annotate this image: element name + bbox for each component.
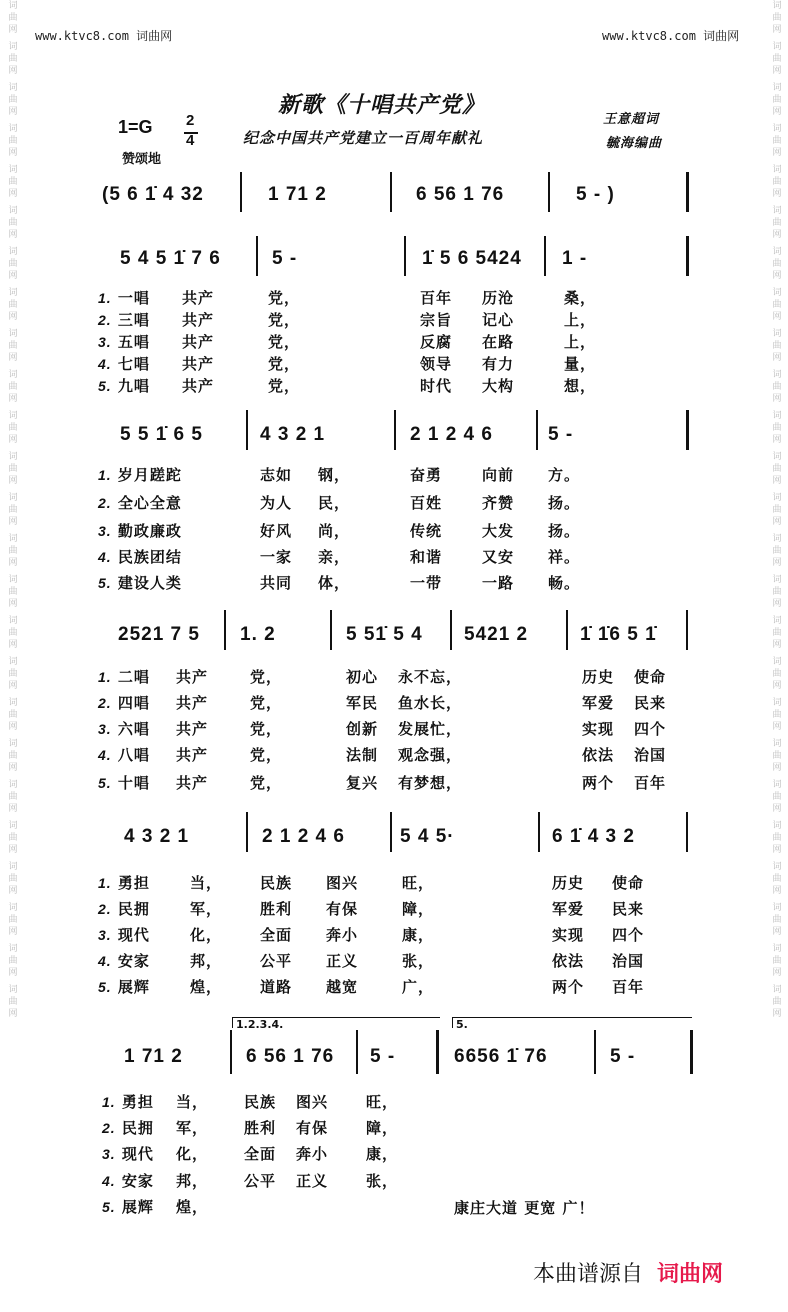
lyric-text: 共产 — [182, 311, 215, 329]
lyric-line: 4. 八唱 — [98, 746, 150, 764]
score-measure: 6656 1̇ 76 — [454, 1046, 548, 1067]
lyric-text: 奔小 — [326, 926, 359, 944]
site-url-right[interactable]: www.ktvc8.com 词曲网 — [602, 29, 740, 43]
lyric-line: 1. 勇担 — [98, 874, 150, 892]
song-subtitle: 纪念中国共产党建立一百周年献礼 — [243, 129, 484, 147]
barline — [566, 610, 568, 650]
barline — [686, 610, 688, 650]
lyric-text: 鱼水长， — [398, 694, 463, 712]
lyric-line: 5. 九唱 — [98, 377, 150, 395]
lyric-text: 治国 — [612, 952, 645, 970]
lyric-line: 1. 二唱 — [98, 668, 150, 686]
lyric-line: 3. 现代 — [102, 1145, 154, 1163]
side-watermark-left: 词曲网 词曲网 词曲网 词曲网 词曲网 词曲网 词曲网 词曲网 词曲网 词曲网 词曲网 词曲网 词曲网 词曲网 词曲网 词曲网 词曲网 词曲网 词曲网 词曲网 词曲网 词曲网 词曲网 词曲网 词曲网 — [8, 1, 18, 1019]
lyric-text: 共产 — [182, 289, 215, 307]
lyric-text: 张， — [402, 952, 435, 970]
lyric-text: 共产 — [182, 333, 215, 351]
barline — [548, 172, 550, 212]
lyric-text: 越宽 — [326, 978, 359, 996]
lyric-text: 一家 — [260, 548, 293, 566]
lyric-text: 和谐 — [410, 548, 443, 566]
score-measure: (5 6 1̇ 4 32 — [102, 184, 204, 205]
lyric-text: 党， — [268, 377, 301, 395]
lyric-text: 有保 — [326, 900, 359, 918]
lyric-text: 实现 — [582, 720, 615, 738]
barline — [330, 610, 332, 650]
barline — [390, 172, 392, 212]
lyric-text: 志如 — [260, 466, 293, 484]
lyric-line: 5. 十唱 — [98, 774, 150, 792]
lyric-text: 实现 — [552, 926, 585, 944]
song-title: 新歌《十唱共产党》 — [278, 92, 486, 118]
lyric-text: 军爱 — [582, 694, 615, 712]
lyric-text: 初心 — [346, 668, 379, 686]
lyric-text: 民来 — [634, 694, 667, 712]
lyric-text: 观念强， — [398, 746, 463, 764]
lyric-text: 使命 — [612, 874, 645, 892]
lyric-text: 图兴 — [296, 1093, 329, 1111]
barline — [390, 812, 392, 852]
score-measure: 5 - — [548, 424, 574, 445]
lyric-text: 民， — [318, 494, 351, 512]
lyric-text: 全面 — [260, 926, 293, 944]
lyric-text: 民族 — [260, 874, 293, 892]
lyric-text: 桑， — [564, 289, 597, 307]
barline — [230, 1030, 232, 1074]
side-watermark-right: 词曲网 词曲网 词曲网 词曲网 词曲网 词曲网 词曲网 词曲网 词曲网 词曲网 词曲网 词曲网 词曲网 词曲网 词曲网 词曲网 词曲网 词曲网 词曲网 词曲网 词曲网 词曲网 词曲网 词曲网 词曲网 — [772, 1, 782, 1019]
lyric-text: 又安 — [482, 548, 515, 566]
lyric-text: 时代 — [420, 377, 453, 395]
lyric-text: 广， — [402, 978, 435, 996]
lyric-text: 创新 — [346, 720, 379, 738]
barline — [544, 236, 546, 276]
score-measure: 5 51̇ 5 4 — [346, 624, 423, 645]
barline — [686, 812, 688, 852]
lyric-text: 大构 — [482, 377, 515, 395]
lyric-text: 上， — [564, 333, 597, 351]
barline — [594, 1030, 596, 1074]
lyric-line: 5. 展辉 — [102, 1198, 154, 1216]
lyric-text: 想， — [564, 377, 597, 395]
lyric-text: 百姓 — [410, 494, 443, 512]
lyric-text: 军， — [176, 1119, 209, 1137]
barline — [394, 410, 396, 450]
lyric-text: 依法 — [552, 952, 585, 970]
score-measure: 6 56 1 76 — [416, 184, 505, 205]
lyric-text: 共产 — [176, 668, 209, 686]
lyric-text: 共产 — [176, 720, 209, 738]
lyric-text: 百年 — [612, 978, 645, 996]
lyric-line: 1. 一唱 — [98, 289, 150, 307]
lyric-text: 两个 — [582, 774, 615, 792]
score-measure: 1. 2 — [240, 624, 276, 645]
lyric-text: 扬。 — [548, 494, 581, 512]
footer-source-label: 本曲谱源自 — [533, 1262, 644, 1287]
score-measure: 2521 7 5 — [118, 624, 200, 645]
barline — [404, 236, 406, 276]
lyric-text: 有保 — [296, 1119, 329, 1137]
lyric-text: 复兴 — [346, 774, 379, 792]
lyric-text: 党， — [250, 668, 283, 686]
lyric-text: 记心 — [482, 311, 515, 329]
barline — [246, 410, 248, 450]
barline — [686, 172, 689, 212]
lyric-line: 4. 民族团结 — [98, 548, 182, 566]
lyric-text: 图兴 — [326, 874, 359, 892]
lyric-text: 障， — [366, 1119, 399, 1137]
lyricist-credit: 王意超词 — [603, 112, 660, 127]
score-measure: 6 56 1 76 — [246, 1046, 335, 1067]
lyric-text: 党， — [250, 746, 283, 764]
lyric-text: 宗旨 — [420, 311, 453, 329]
lyric-text: 尚， — [318, 522, 351, 540]
lyric-text: 党， — [250, 774, 283, 792]
volta-second-ending: 5. — [452, 1017, 692, 1028]
lyric-text: 大发 — [482, 522, 515, 540]
lyric-text: 军， — [190, 900, 223, 918]
lyric-text: 共产 — [176, 746, 209, 764]
final-barline — [690, 1030, 693, 1074]
lyric-text: 党， — [268, 289, 301, 307]
site-url-left[interactable]: www.ktvc8.com 词曲网 — [35, 29, 173, 43]
barline — [224, 610, 226, 650]
score-measure: 5 - — [272, 248, 298, 269]
score-measure: 5 - — [610, 1046, 636, 1067]
lyric-line: 3. 五唱 — [98, 333, 150, 351]
lyric-text: 历沧 — [482, 289, 515, 307]
score-measure: 5 - — [370, 1046, 396, 1067]
lyric-text: 上， — [564, 311, 597, 329]
lyric-text: 奋勇 — [410, 466, 443, 484]
lyric-text: 共同 — [260, 574, 293, 592]
lyric-text: 有梦想， — [398, 774, 463, 792]
lyric-text: 当， — [176, 1093, 209, 1111]
barline — [450, 610, 452, 650]
lyric-text: 党， — [250, 694, 283, 712]
score-measure: 2 1 2 4 6 — [262, 826, 345, 847]
score-measure: 5 4 5· — [400, 826, 455, 847]
barline — [246, 812, 248, 852]
score-measure: 1 71 2 — [124, 1046, 183, 1067]
lyric-text: 正义 — [326, 952, 359, 970]
barline — [686, 410, 689, 450]
lyric-text: 民来 — [612, 900, 645, 918]
lyric-line: 2. 民拥 — [98, 900, 150, 918]
lyric-text: 一带 — [410, 574, 443, 592]
lyric-text: 旺， — [366, 1093, 399, 1111]
lyric-text: 依法 — [582, 746, 615, 764]
lyric-text: 旺， — [402, 874, 435, 892]
score-measure: 5421 2 — [464, 624, 529, 645]
lyric-line: 1. 岁月蹉跎 — [98, 466, 182, 484]
lyric-line: 3. 现代 — [98, 926, 150, 944]
score-measure: 1̇ 5 6 5424 — [422, 248, 522, 269]
lyric-text: 齐赞 — [482, 494, 515, 512]
lyric-text: 扬。 — [548, 522, 581, 540]
lyric-text: 邦， — [190, 952, 223, 970]
score-measure: 6 1̇ 4 3 2 — [552, 826, 635, 847]
lyric-text: 体， — [318, 574, 351, 592]
lyric-text: 发展忙， — [398, 720, 463, 738]
lyric-text: 四个 — [612, 926, 645, 944]
lyric-text: 好风 — [260, 522, 293, 540]
footer-source — [533, 1257, 723, 1288]
lyric-text: 传统 — [410, 522, 443, 540]
lyric-text: 百年 — [420, 289, 453, 307]
lyric-text: 党， — [268, 355, 301, 373]
lyric-line: 4. 安家 — [102, 1172, 154, 1190]
lyric-text: 煌， — [176, 1198, 209, 1216]
lyric-text: 化， — [190, 926, 223, 944]
lyric-text: 奔小 — [296, 1145, 329, 1163]
lyric-text: 为人 — [260, 494, 293, 512]
ending-lyric: 康庄大道 更宽 广！ — [454, 1199, 595, 1217]
lyric-text: 钢， — [318, 466, 351, 484]
lyric-text: 张， — [366, 1172, 399, 1190]
lyric-line: 3. 勤政廉政 — [98, 522, 182, 540]
lyric-text: 党， — [250, 720, 283, 738]
score-measure: 5 4 5 1̇ 7 6 — [120, 248, 221, 269]
lyric-text: 民族 — [244, 1093, 277, 1111]
barline — [356, 1030, 358, 1074]
lyric-text: 化， — [176, 1145, 209, 1163]
lyric-text: 量， — [564, 355, 597, 373]
lyric-line: 2. 全心全意 — [98, 494, 182, 512]
lyric-text: 障， — [402, 900, 435, 918]
lyric-line: 4. 七唱 — [98, 355, 150, 373]
lyric-text: 康， — [366, 1145, 399, 1163]
lyric-text: 军民 — [346, 694, 379, 712]
lyric-text: 煌， — [190, 978, 223, 996]
score-measure: 1̇ 1̇6 5 1̇ — [580, 624, 657, 645]
lyric-line: 2. 三唱 — [98, 311, 150, 329]
lyric-text: 胜利 — [260, 900, 293, 918]
lyric-text: 反腐 — [420, 333, 453, 351]
lyric-line: 4. 安家 — [98, 952, 150, 970]
lyric-text: 历史 — [582, 668, 615, 686]
lyric-text: 四个 — [634, 720, 667, 738]
lyric-text: 百年 — [634, 774, 667, 792]
score-measure: 1 71 2 — [268, 184, 327, 205]
lyric-line: 3. 六唱 — [98, 720, 150, 738]
lyric-text: 方。 — [548, 466, 581, 484]
lyric-text: 邦， — [176, 1172, 209, 1190]
lyric-text: 正义 — [296, 1172, 329, 1190]
meter-bottom: 4 — [186, 132, 195, 149]
lyric-text: 两个 — [552, 978, 585, 996]
score-measure: 5 5 1̇ 6 5 — [120, 424, 203, 445]
lyric-text: 全面 — [244, 1145, 277, 1163]
lyric-text: 一路 — [482, 574, 515, 592]
lyric-text: 康， — [402, 926, 435, 944]
barline — [256, 236, 258, 276]
lyric-text: 道路 — [260, 978, 293, 996]
lyric-text: 共产 — [176, 694, 209, 712]
lyric-text: 党， — [268, 333, 301, 351]
lyric-text: 共产 — [176, 774, 209, 792]
footer-brand-link[interactable]: 词曲网 — [657, 1262, 724, 1287]
score-measure: 5 - ) — [576, 184, 615, 205]
lyric-text: 畅。 — [548, 574, 581, 592]
lyric-text: 亲， — [318, 548, 351, 566]
lyric-text: 共产 — [182, 377, 215, 395]
lyric-text: 在路 — [482, 333, 515, 351]
barline — [686, 236, 689, 276]
score-measure: 4 3 2 1 — [260, 424, 326, 445]
lyric-text: 祥。 — [548, 548, 581, 566]
lyric-line: 1. 勇担 — [102, 1093, 154, 1111]
lyric-text: 使命 — [634, 668, 667, 686]
meter-top: 2 — [186, 112, 195, 129]
score-measure: 2 1 2 4 6 — [410, 424, 493, 445]
key-signature: 1=G — [118, 117, 153, 137]
lyric-text: 当， — [190, 874, 223, 892]
barline — [538, 812, 540, 852]
barline — [240, 172, 242, 212]
lyric-line: 5. 建设人类 — [98, 574, 182, 592]
lyric-text: 党， — [268, 311, 301, 329]
lyric-text: 胜利 — [244, 1119, 277, 1137]
lyric-text: 公平 — [244, 1172, 277, 1190]
repeat-barline — [436, 1030, 439, 1074]
lyric-line: 2. 四唱 — [98, 694, 150, 712]
lyric-line: 5. 展辉 — [98, 978, 150, 996]
lyric-text: 共产 — [182, 355, 215, 373]
lyric-text: 领导 — [420, 355, 453, 373]
score-measure: 4 3 2 1 — [124, 826, 190, 847]
lyric-text: 向前 — [482, 466, 515, 484]
lyric-text: 历史 — [552, 874, 585, 892]
composer-credit: 毓海编曲 — [606, 136, 663, 151]
lyric-text: 治国 — [634, 746, 667, 764]
score-measure: 1 - — [562, 248, 588, 269]
lyric-line: 2. 民拥 — [102, 1119, 154, 1137]
barline — [536, 410, 538, 450]
volta-first-ending: 1.2.3.4. — [232, 1017, 440, 1028]
lyric-text: 有力 — [482, 355, 515, 373]
lyric-text: 永不忘， — [398, 668, 463, 686]
lyric-text: 公平 — [260, 952, 293, 970]
lyric-text: 军爱 — [552, 900, 585, 918]
tempo-marking: 赞颂地 — [122, 152, 162, 167]
lyric-text: 法制 — [346, 746, 379, 764]
